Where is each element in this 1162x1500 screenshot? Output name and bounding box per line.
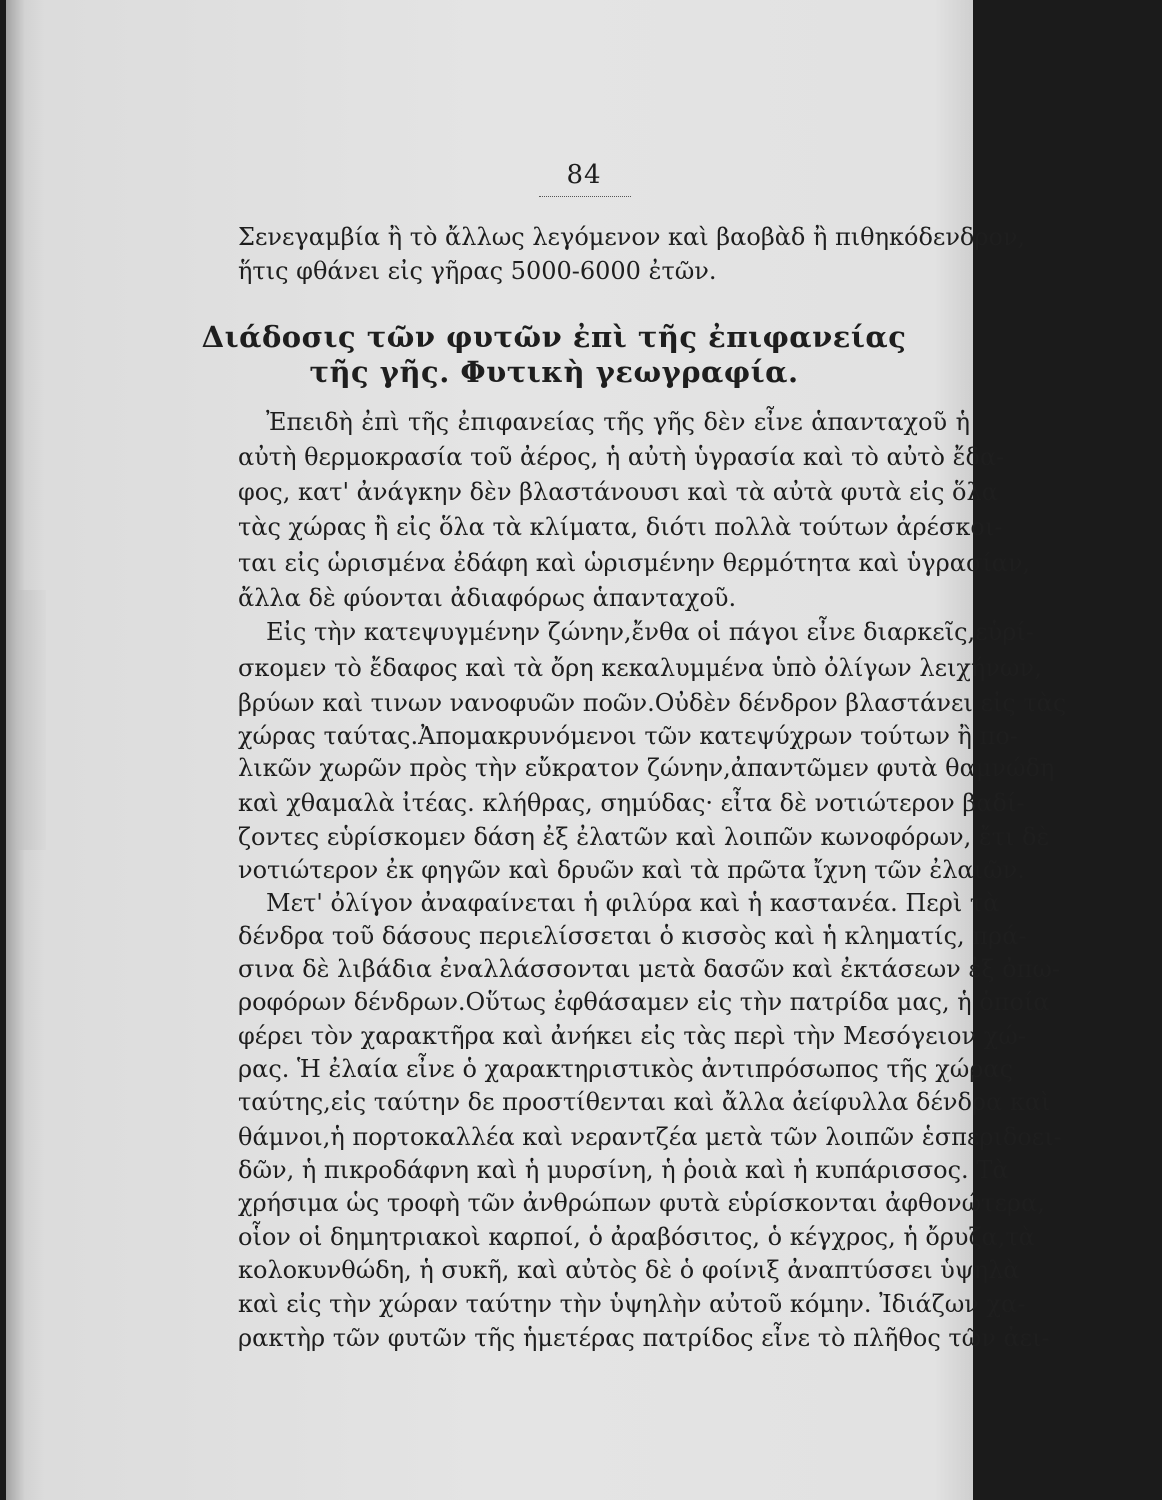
body-line: κολοκυνθώδη, ἡ συκῆ, καὶ αὐτὸς δὲ ὁ φοίνιξ ἀναπτύσσει ὑψηλὰ — [238, 1256, 1020, 1284]
body-line: καὶ χθαμαλὰ ἰτέας. κλήθρας, σημύδας· εἶτα δὲ νοτιώτερον βαδί- — [238, 789, 1025, 817]
body-line: σκομεν τὸ ἔδαφος καὶ τὰ ὄρη κεκαλυμμένα ὑπὸ ὀλίγων λειχήνων, — [238, 654, 1042, 682]
intro-line-1: Σενεγαμβία ἢ τὸ ἄλλως λεγόμενον καὶ βαοβὰδ ἢ πιθηκόδενδρον, — [238, 223, 1026, 251]
body-line: φέρει τὸν χαρακτῆρα καὶ ἀνήκει εἰς τὰς περὶ τὴν Μεσόγειον χώ- — [238, 1022, 1026, 1050]
paper-crease — [16, 590, 46, 850]
book-page — [6, 0, 1067, 1500]
body-line: Μετ' ὀλίγον ἀναφαίνεται ἡ φιλύρα καὶ ἡ καστανέα. Περὶ τὰ — [266, 889, 1000, 917]
body-line: ρας. Ἡ ἐλαία εἶνε ὁ χαρακτηριστικὸς ἀντιπρόσωπος τῆς χώρας — [238, 1055, 1014, 1083]
body-line: Εἰς τὴν κατεψυγμένην ζώνην,ἔνθα οἱ πάγοι εἶνε διαρκεῖς,εὑρί- — [266, 618, 1034, 646]
body-line: τὰς χώρας ἢ εἰς ὅλα τὰ κλίματα, διότι πολλὰ τούτων ἀρέσκοι- — [238, 513, 1003, 541]
section-heading-line-2: τῆς γῆς. Φυτικὴ γεωγραφία. — [309, 355, 799, 389]
body-line: ται εἰς ὡρισμένα ἐδάφη καὶ ὡρισμένην θερμότητα καὶ ὑγρασίαν, — [238, 549, 1031, 577]
body-line: δένδρα τοῦ δάσους περιελίσσεται ὁ κισσὸς καὶ ἡ κληματίς, πρά- — [238, 922, 1027, 950]
body-line: χρήσιμα ὡς τροφὴ τῶν ἀνθρώπων φυτὰ εὑρίσκονται ἀφθονώτερα, — [238, 1189, 1045, 1217]
body-line: χώρας ταύτας.Ἀπομακρυνόμενοι τῶν κατεψύχρων τούτων ἢ πο- — [238, 722, 1018, 750]
intro-line-2: ἥτις φθάνει εἰς γῆρας 5000-6000 ἐτῶν. — [238, 257, 717, 285]
body-line: νοτιώτερον ἐκ φηγῶν καὶ δρυῶν καὶ τὰ πρῶτα ἴχνη τῶν ἐλαιῶν. — [238, 856, 1025, 884]
body-line: σινα δὲ λιβάδια ἐναλλάσσονται μετὰ δασῶν καὶ ἐκτάσεων ἐξ ὀπω- — [238, 955, 1061, 983]
body-line: ρακτὴρ τῶν φυτῶν τῆς ἡμετέρας πατρίδος εἶνε τὸ πλῆθος τῶν ἀει- — [238, 1324, 1050, 1352]
body-line: λικῶν χωρῶν πρὸς τὴν εὔκρατον ζώνην,ἀπαντῶμεν φυτὰ θαμνώδη — [238, 754, 1055, 782]
body-line: ροφόρων δένδρων.Οὕτως ἐφθάσαμεν εἰς τὴν πατρίδα μας, ἡ ὁποία — [238, 988, 1050, 1016]
body-line: Ἐπειδὴ ἐπὶ τῆς ἐπιφανείας τῆς γῆς δὲν εἶνε ἁπανταχοῦ ἡ — [266, 408, 970, 436]
page-number-rule — [539, 196, 631, 197]
section-heading-line-1: Διάδοσις τῶν φυτῶν ἐπὶ τῆς ἐπιφανείας — [201, 320, 907, 354]
body-line: οἷον οἱ δημητριακοὶ καρποί, ὁ ἀραβόσιτος, ὁ κέγχρος, ἡ ὄρυζα,τὰ — [238, 1223, 1035, 1251]
page-number: 84 — [566, 160, 602, 190]
body-line: ταύτης,εἰς ταύτην δε προστίθενται καὶ ἄλλα ἀείφυλλα δένδρα καὶ — [238, 1088, 1051, 1116]
body-line: ἄλλα δὲ φύονται ἀδιαφόρως ἁπανταχοῦ. — [238, 584, 737, 612]
body-line: δῶν, ἡ πικροδάφνη καὶ ἡ μυρσίνη, ἡ ῥοιὰ καὶ ἡ κυπάρισσος. Τὰ — [238, 1156, 1009, 1184]
body-line: καὶ εἰς τὴν χώραν ταύτην τὴν ὑψηλὴν αὐτοῦ κόμην. Ἰδιάζων χα- — [238, 1290, 1026, 1318]
body-line: βρύων καὶ τινων νανοφυῶν ποῶν.Οὐδὲν δένδρον βλαστάνει εἰς τὰς — [238, 689, 1067, 717]
body-line: ζοντες εὑρίσκομεν δάση ἐξ ἐλατῶν καὶ λοιπῶν κωνοφόρων, ἔτι δὲ — [238, 823, 1050, 851]
body-line: φος, κατ' ἀνάγκην δὲν βλαστάνουσι καὶ τὰ αὐτὰ φυτὰ εἰς ὅλα — [238, 478, 998, 506]
body-line: αὐτὴ θερμοκρασία τοῦ ἀέρος, ἡ αὐτὴ ὑγρασία καὶ τὸ αὐτὸ ἔδα- — [238, 443, 1005, 471]
body-line: θάμνοι,ἡ πορτοκαλλέα καὶ νεραντζέα μετὰ τῶν λοιπῶν ἑσπεριδοει- — [238, 1123, 1062, 1151]
